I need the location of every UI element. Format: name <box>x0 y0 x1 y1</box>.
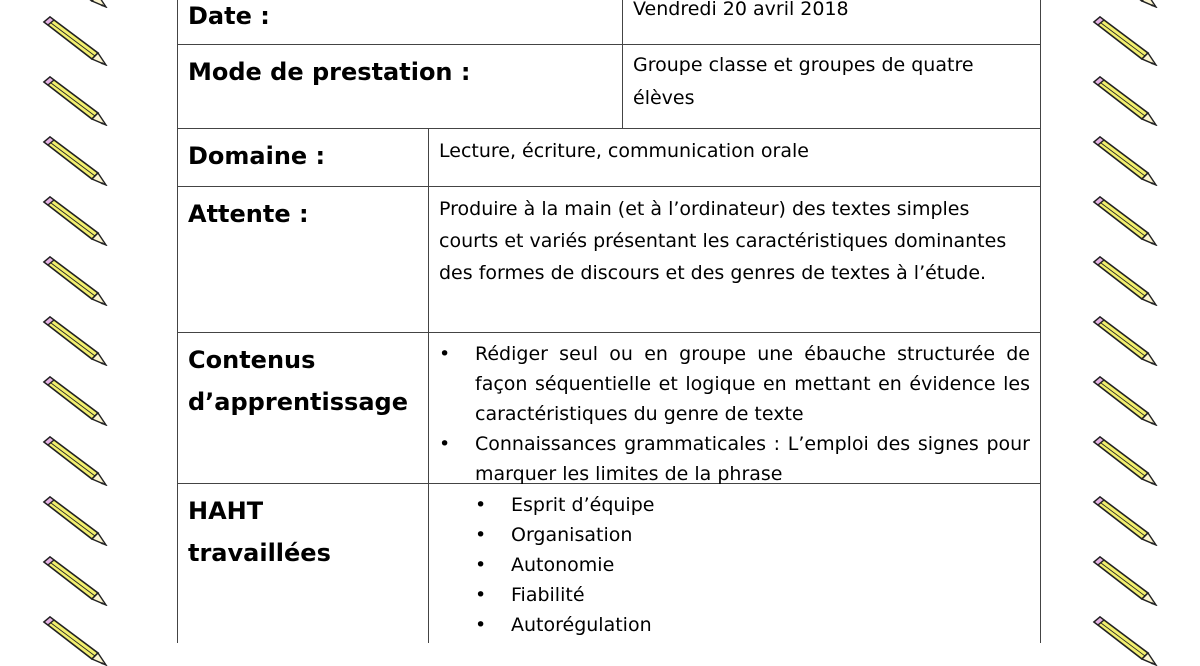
haht-row <box>178 483 1040 643</box>
attente-label: Attente : <box>188 200 309 228</box>
contenus-label-line2: d’apprentissage <box>188 388 408 416</box>
pencil-icon <box>40 616 110 666</box>
date-label: Date : <box>188 2 270 30</box>
pencil-icon <box>1090 76 1160 126</box>
pencil-icon <box>40 496 110 546</box>
pencil-icon <box>40 316 110 366</box>
list-item: • Connaissances grammaticales : L’emploi des signes pour marquer les limites de la phrase <box>439 429 1030 489</box>
attente-row <box>178 186 1040 332</box>
pencil-icon <box>1090 616 1160 666</box>
pencil-icon <box>40 556 110 606</box>
pencil-icon <box>1090 196 1160 246</box>
left-pencil-border <box>40 0 120 630</box>
attente-value: Produire à la main (et à l’ordinateur) des textes simples courts et variés présentant les caractéristiques dominantes des formes de discours et des genres de textes à l’étude. <box>439 198 1007 284</box>
haht-label-line2: travaillées <box>188 539 331 567</box>
pencil-icon <box>40 436 110 486</box>
list-item: • Autonomie <box>439 550 1030 580</box>
pencil-icon <box>1090 436 1160 486</box>
domaine-row <box>178 128 1040 186</box>
mode-label: Mode de prestation : <box>188 58 471 86</box>
contenus-row <box>178 332 1040 483</box>
pencil-icon <box>1090 16 1160 66</box>
domaine-label: Domaine : <box>188 142 326 170</box>
pencil-icon <box>1090 256 1160 306</box>
list-item: • Organisation <box>439 520 1030 550</box>
pencil-icon <box>1090 0 1160 8</box>
pencil-icon <box>40 76 110 126</box>
pencil-icon <box>40 376 110 426</box>
domaine-value: Lecture, écriture, communication orale <box>439 140 809 162</box>
mode-row <box>178 44 1040 128</box>
pencil-icon <box>1090 376 1160 426</box>
pencil-icon <box>1090 496 1160 546</box>
list-item: • Esprit d’équipe <box>439 490 1030 520</box>
date-value: Vendredi 20 avril 2018 <box>633 0 849 20</box>
contenus-label-line1: Contenus <box>188 346 316 374</box>
pencil-icon <box>1090 136 1160 186</box>
list-item: • Rédiger seul ou en groupe une ébauche structurée de façon séquentielle et logique en mettant en évidence les caractéristiques du genre de texte <box>439 339 1030 429</box>
contenus-list <box>439 339 1030 489</box>
pencil-icon <box>40 196 110 246</box>
pencil-icon <box>1090 316 1160 366</box>
mode-value: Groupe classe et groupes de quatre élèves <box>633 54 974 109</box>
pencil-icon <box>1090 556 1160 606</box>
list-item: • Fiabilité <box>439 580 1030 610</box>
pencil-icon <box>40 16 110 66</box>
haht-label-line1: HAHT <box>188 497 264 525</box>
pencil-icon <box>40 256 110 306</box>
lesson-plan-table <box>177 0 1041 643</box>
list-item: • Autorégulation <box>439 610 1030 640</box>
pencil-icon <box>40 136 110 186</box>
haht-list <box>439 490 1030 640</box>
date-row <box>178 0 1040 44</box>
right-pencil-border <box>1090 0 1170 630</box>
pencil-icon <box>40 0 110 8</box>
